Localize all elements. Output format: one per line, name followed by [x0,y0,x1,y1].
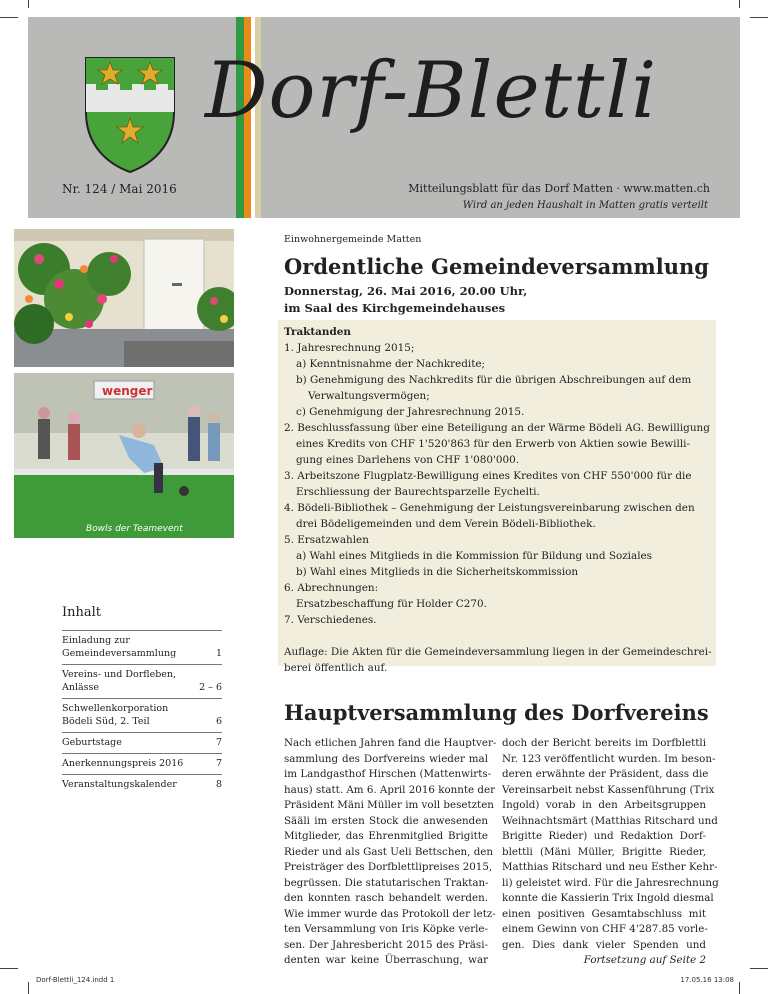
text-line: Vereinsarbeit nebst Kassenführung (Trix [502,783,715,796]
footer-timestamp: 17.05.16 13:08 [680,976,734,984]
text-line: den konnten rasch behandelt werden. [284,892,488,904]
text-line: Sääli im ersten Stock die anwesenden [284,814,488,827]
text-line: Preisträger des Dorfblettlipreises 2015, [284,861,493,873]
text-line: haus) statt. Am 6. April 2016 konnte der [284,783,496,796]
text-line: Wie immer wurde das Protokoll der letz- [284,907,496,920]
text-line: denten war keine Überraschung, war [284,954,488,966]
agenda-line: 3. Arbeitszone Flugplatz-Bewilligung eines Kredites von CHF 550'000 für die [284,470,692,482]
toc-item: Vereins- und Dorfleben, Anlässe 2 – 6 [62,664,222,698]
crop-mark [750,17,768,18]
article2-headline: Hauptversammlung des Dorfvereins [284,700,709,725]
agenda-line: 4. Bödeli-Bibliothek – Genehmigung der Leistungsvereinbarung zwischen den [284,502,695,514]
crop-mark [0,968,18,969]
text-line: begrüssen. Die statutarischen Traktan- [284,876,489,889]
article-headline: Ordentliche Gemeindeversammlung [284,254,709,279]
text-line: ten Versammlung von Iris Köpke verle- [284,923,488,935]
coat-of-arms-icon [82,54,178,174]
crop-mark [0,17,18,18]
agenda-line: 1. Jahresrechnung 2015; [284,342,415,354]
toc-heading: Inhalt [62,605,102,620]
text-line: li) geleistet wird. Für die Jahresrechnung [502,876,719,889]
toc-item: Anerkennungspreis 2016 7 [62,753,222,774]
issue-number: Nr. 124 / Mai 2016 [62,182,177,196]
text-line: Weihnachtsmärt (Matthias Ritschard und [502,814,718,827]
agenda-heading: Traktanden [284,326,351,338]
continued-link[interactable]: Fortsetzung auf Seite 2 [583,954,706,966]
text-line: einem Gewinn von CHF 4'287.85 vorle- [502,923,708,935]
photo-flower-entrance [14,229,234,367]
agenda-line: c) Genehmigung der Jahresrechnung 2015. [296,406,525,418]
text-line: einen positiven Gesamtabschluss mit [502,907,706,920]
crop-mark [739,0,740,8]
text-line: doch der Bericht bereits im Dorfblettli [502,737,706,749]
footer-file: Dorf-Blettli_124.indd 1 [36,976,115,984]
masthead-subtitle: Mitteilungsblatt für das Dorf Matten · www.matten.ch [408,182,710,195]
agenda-line: drei Bödeligemeinden und dem Verein Bödeli-Bibliothek. [296,518,596,530]
text-line: gen. Dies dank vieler Spenden und [502,938,706,951]
agenda-line: 2. Beschlussfassung über eine Beteiligung an der Wärme Bödeli AG. Bewilligung [284,422,710,434]
agenda-line: Erschliessung der Baurechtsparzelle Eychelti. [296,486,540,498]
text-line: blettli (Mäni Müller, Brigitte Rieder, [502,845,706,858]
agenda-line: eines Kredits von CHF 1'520'863 für den Erwerb von Aktien sowie Bewilli- [296,438,690,450]
photo-caption: Bowls der Teamevent [86,524,183,534]
agenda-line: 6. Abrechnungen: [284,582,379,594]
toc-item: Einladung zur Gemeindeversammlung 1 [62,630,222,664]
text-line: im Landgasthof Hirschen (Mattenwirts- [284,768,492,780]
agenda-line: a) Wahl eines Mitglieds in die Kommission für Bildung und Soziales [296,550,653,562]
text-line: sen. Der Jahresbericht 2015 des Präsi- [284,938,488,951]
note-line: berei öffentlich auf. [284,662,388,674]
text-line: Präsident Mäni Müller im voll besetzten [284,799,494,811]
text-line: Brigitte Rieder) und Redaktion Dorf- [502,830,706,842]
text-line: Ingold) vorab in den Arbeitsgruppen [502,799,706,811]
toc-item: Geburtstage 7 [62,732,222,753]
agenda-line: 5. Ersatzwahlen [284,534,369,546]
agenda-line: Verwaltungsvermögen; [308,390,430,402]
agenda-line: a) Kenntnisnahme der Nachkredite; [296,358,486,370]
text-line: deren erwähnte der Präsident, dass die [502,768,709,780]
masthead-tagline: Wird an jeden Haushalt in Matten gratis verteilt [462,200,708,211]
article2-column-right [502,736,719,969]
meeting-date: Donnerstag, 26. Mai 2016, 20.00 Uhr, im Saal des Kirchgemeindehauses [284,284,528,315]
text-line: Matthias Ritschard und neu Esther Kehr- [502,861,718,873]
photo-bowling-event [14,373,234,538]
crop-mark [28,0,29,8]
text-line: konnte die Kassierin Trix Ingold diesmal [502,892,714,904]
agenda-line: b) Genehmigung des Nachkredits für die übrigen Abschreibungen auf dem [296,374,692,386]
agenda-box [278,320,716,674]
text-line: Rieder und als Gast Ueli Bettschen, den [284,845,494,858]
agenda-line: 7. Verschiedenes. [284,614,377,626]
masthead-title: Dorf-Blettli [205,46,658,136]
text-line: Nach etlichen Jahren fand die Hauptver- [284,737,497,749]
banner-text: wenger [102,384,153,398]
table-of-contents [62,605,222,795]
text-line: Mitglieder, das Ehrenmitglied Brigitte [284,830,488,842]
agenda-line: b) Wahl eines Mitglieds in die Sicherheitskommission [296,566,579,578]
crop-mark [750,968,768,969]
crop-mark [739,982,740,994]
text-line: Nr. 123 veröffentlicht wurden. Im beson- [502,752,716,765]
agenda-line: Ersatzbeschaffung für Holder C270. [296,598,487,610]
crop-mark [28,982,29,994]
note-line: Auflage: Die Akten für die Gemeindeversammlung liegen in der Gemeindeschrei- [284,646,712,658]
toc-item: Schwellenkorporation Bödeli Süd, 2. Teil 6 [62,698,222,732]
toc-item: Veranstaltungskalender 8 [62,774,222,795]
article2-column-left [284,736,497,969]
agenda-line: gung eines Darlehens von CHF 1'080'000. [296,454,520,466]
article-kicker: Einwohnergemeinde Matten [284,234,422,245]
text-line: sammlung des Dorfvereins wieder mal [284,752,488,765]
